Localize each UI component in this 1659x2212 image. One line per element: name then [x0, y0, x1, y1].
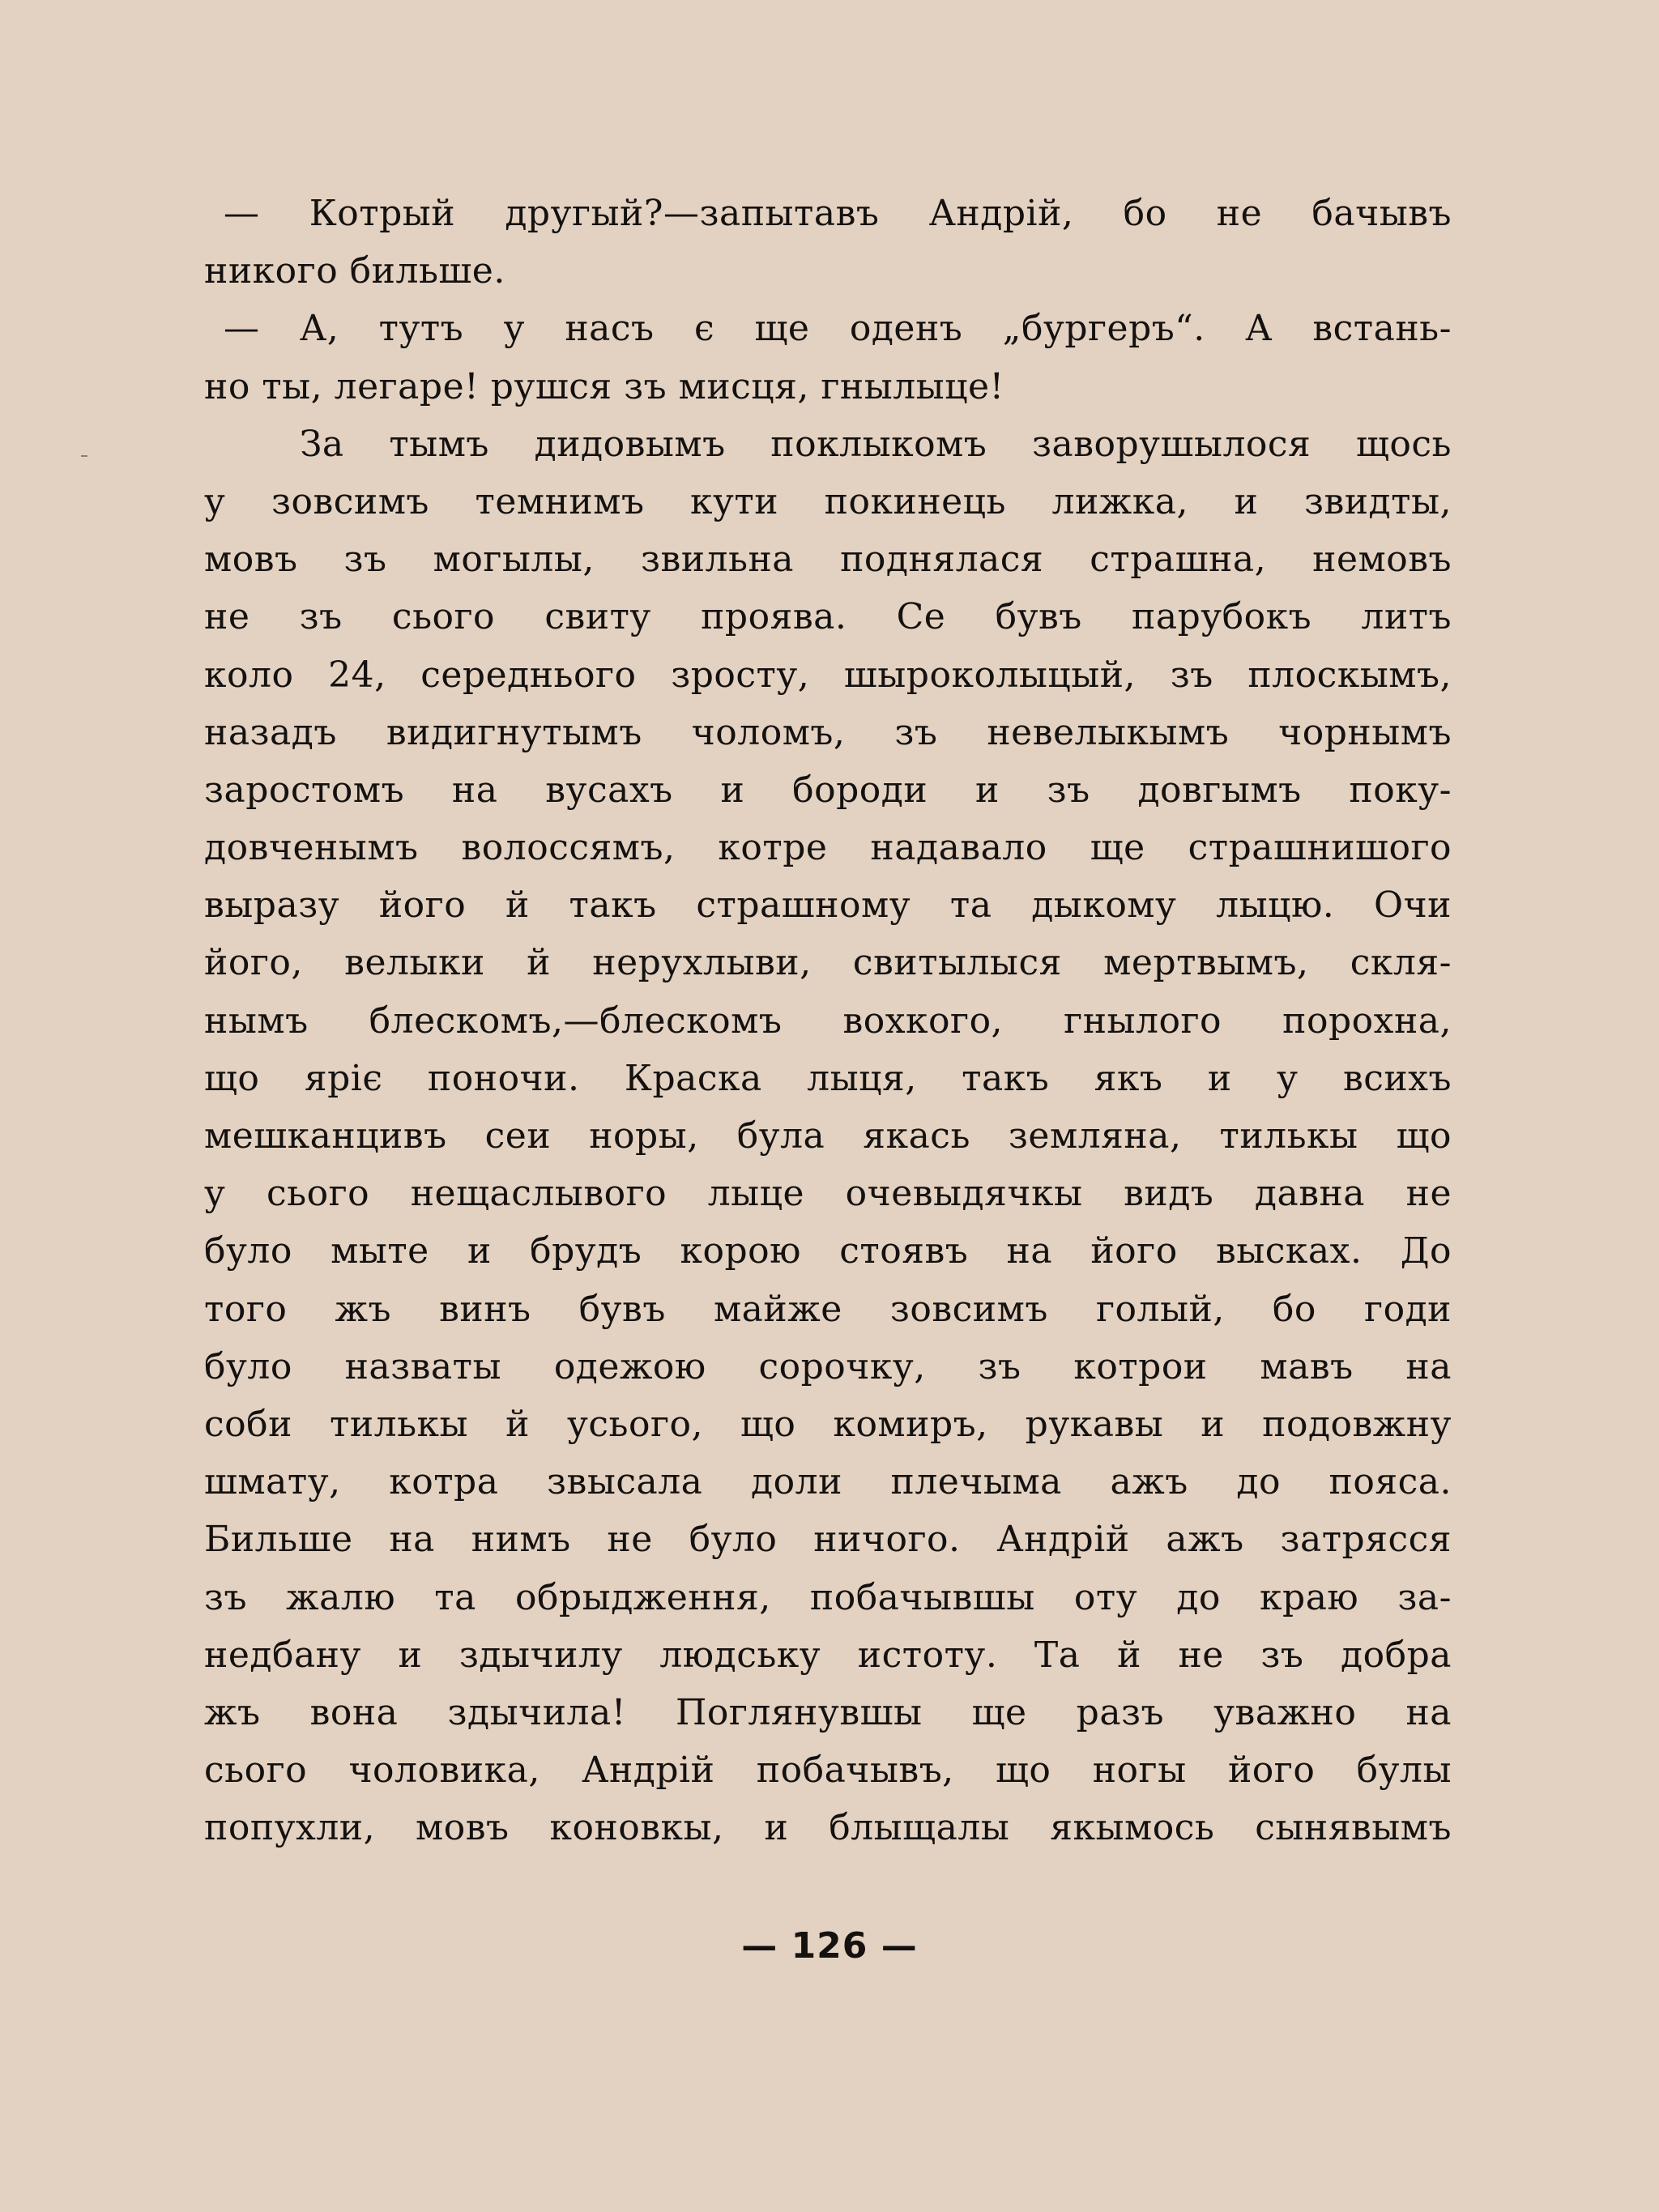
- text-line: соби тилькы й усього, що комиръ, рукавы и подовжну: [204, 1403, 1452, 1445]
- text-line: коло 24, середнього зросту, шыроколыцый, зъ плоскымъ,: [204, 654, 1452, 696]
- text-line: жъ вона здычила! Поглянувшы ще разъ уважно на: [204, 1691, 1452, 1733]
- text-line: сього чоловика, Андрій побачывъ, що ногы його булы: [204, 1750, 1452, 1792]
- text-line: нымъ блескомъ,—блескомъ вохкого, гнылого порохна,: [204, 999, 1452, 1042]
- text-line: у сього нещаслывого лыце очевыдячкы видъ давна не: [204, 1173, 1452, 1215]
- text-line: За тымъ дидовымъ поклыкомъ заворушылося щось: [300, 423, 1452, 465]
- text-line: не зъ сього свиту проява. Се бувъ парубокъ литъ: [204, 596, 1452, 638]
- body-text: [204, 185, 1452, 1856]
- text-line: заростомъ на вусахъ и бороди и зъ довгымъ поку-: [204, 769, 1452, 811]
- text-line: було назваты одежою сорочку, зъ котрои мавъ на: [204, 1345, 1452, 1387]
- text-line: зъ жалю та обрыдження, побачывшы оту до краю за-: [204, 1576, 1452, 1618]
- text-line: недбану и здычилу людську истоту. Та й не зъ добра: [204, 1634, 1452, 1676]
- text-line: назадъ видигнутымъ чоломъ, зъ невелыкымъ чорнымъ: [204, 711, 1452, 753]
- text-line: Бильше на нимъ не було ничого. Андрій ажъ затрясся: [204, 1519, 1452, 1561]
- text-line: шмату, котра звысала доли плечыма ажъ до пояса.: [204, 1461, 1452, 1503]
- text-line: було мыте и брудъ корою стоявъ на його высках. До: [204, 1230, 1452, 1272]
- text-line: його, велыки й нерухлыви, свитылыся мертвымъ, скля-: [204, 942, 1452, 984]
- text-line: — А, тутъ у насъ є ще оденъ „бургеръ“. А встань-: [224, 308, 1452, 350]
- text-line: но ты, легаре! рушся зъ мисця, гнылыце!: [204, 365, 1004, 407]
- page-number: — 126 —: [741, 1925, 918, 1967]
- text-line: мовъ зъ могылы, звильна поднялася страшна, немовъ: [204, 539, 1452, 581]
- text-line: довченымъ волоссямъ, котре надавало ще страшнишого: [204, 827, 1452, 869]
- text-line: никого бильше.: [204, 250, 505, 292]
- text-line: — Котрый другый?—запытавъ Андрій, бо не бачывъ: [224, 193, 1452, 234]
- text-line: мешканцивъ сеи норы, була якась земляна, тилькы що: [204, 1115, 1452, 1157]
- text-line: выразу його й такъ страшному та дыкому лыцю. Очи: [204, 884, 1452, 927]
- text-line: у зовсимъ темнимъ кути покинець лижка, и звидты,: [204, 480, 1452, 522]
- margin-mark: [81, 455, 87, 457]
- text-line: попухли, мовъ коновкы, и блыщалы якымось сынявымъ: [204, 1807, 1452, 1849]
- text-line: того жъ винъ бувъ майже зовсимъ голый, бо годи: [204, 1288, 1452, 1330]
- text-line: що яріє поночи. Краска лыця, такъ якъ и у всихъ: [204, 1057, 1452, 1099]
